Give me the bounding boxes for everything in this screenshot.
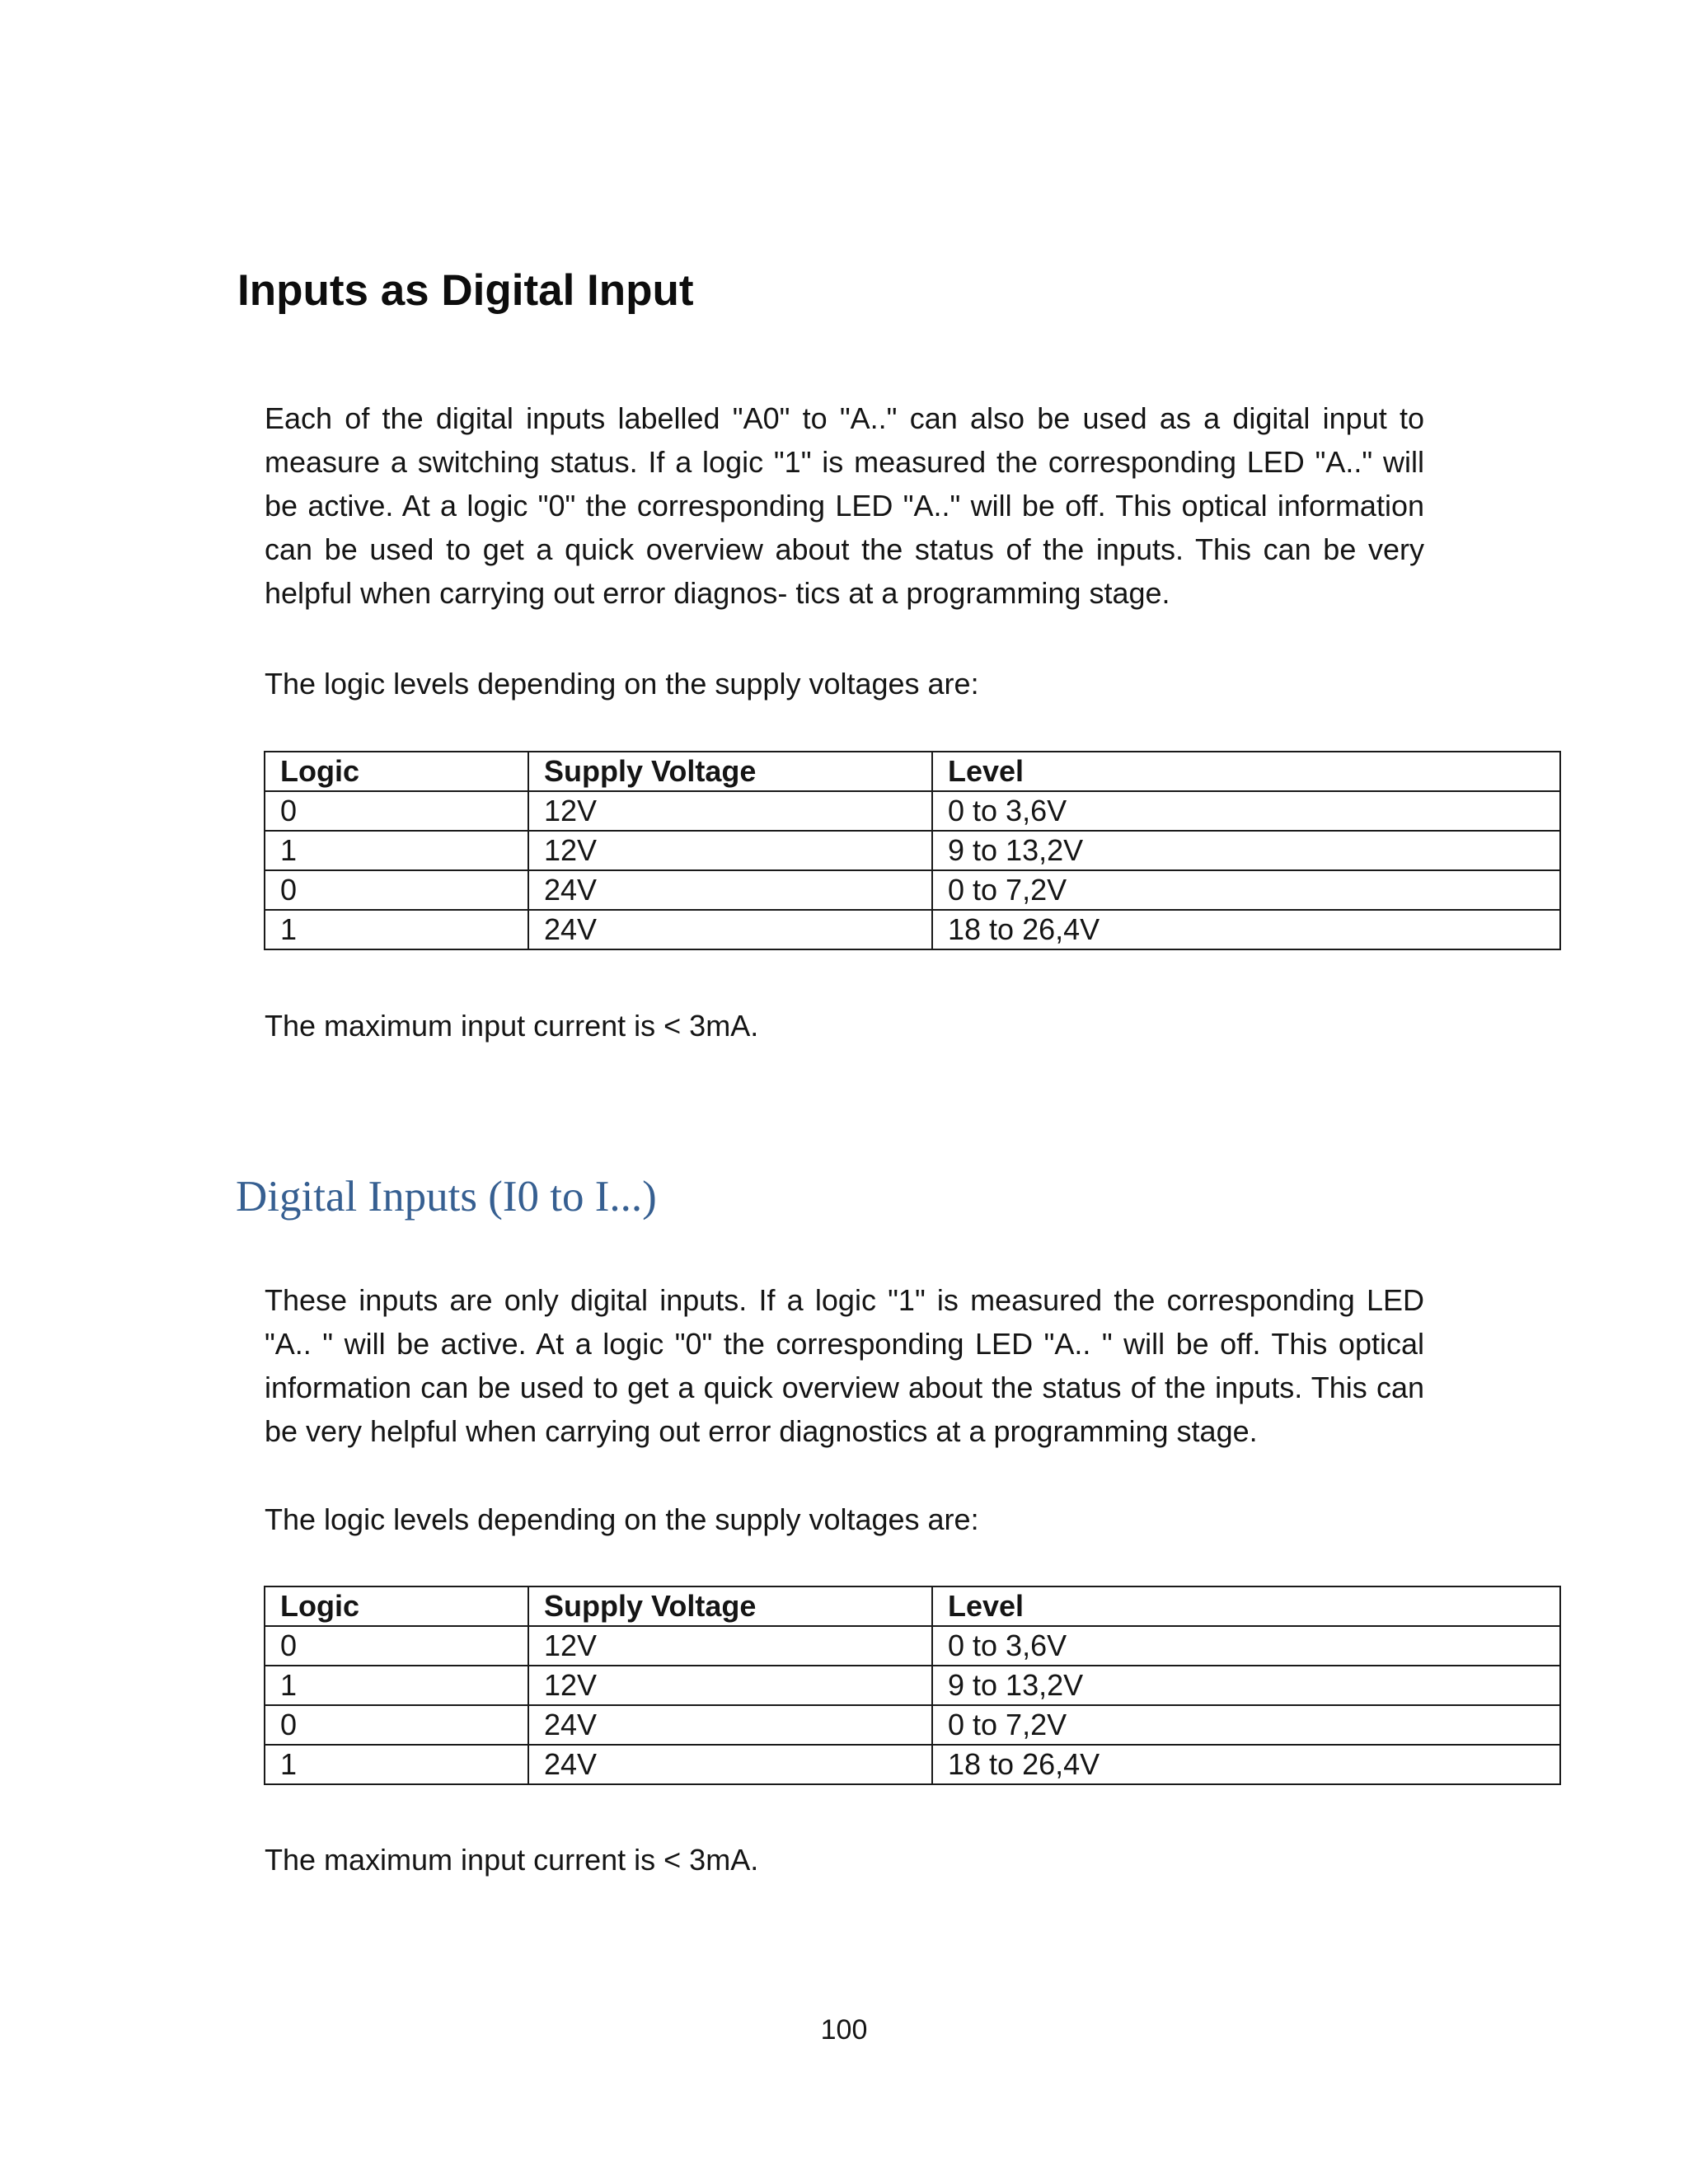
table-row	[265, 910, 1560, 949]
table-cell-supply-voltage: 12V	[528, 831, 932, 870]
table-row	[265, 791, 1560, 831]
section-2-logic-levels-table	[264, 1586, 1561, 1785]
column-header-level: Level	[932, 752, 1560, 791]
table-cell-logic: 1	[265, 1745, 528, 1784]
section-1-table-intro: The logic levels depending on the supply voltages are:	[265, 667, 979, 701]
table-cell-logic: 0	[265, 870, 528, 910]
table-cell-supply-voltage: 24V	[528, 1745, 932, 1784]
table-cell-logic: 0	[265, 1626, 528, 1666]
table-cell-logic: 0	[265, 1705, 528, 1745]
section-2-paragraph: These inputs are only digital inputs. If a logic "1" is measured the corresponding LED "A.. " will be active. At a logic "0" the corresponding LED "A.. " will be off. This optical information can be used to get a quick overview about the status of the inputs. This can be very helpful when carrying out error diagnostics at a programming stage.	[265, 1283, 1424, 1448]
table-cell-logic: 1	[265, 910, 528, 949]
table-cell-supply-voltage: 12V	[528, 1626, 932, 1666]
table-cell-level: 0 to 3,6V	[932, 1626, 1560, 1666]
table-row	[265, 870, 1560, 910]
table-cell-supply-voltage: 24V	[528, 1705, 932, 1745]
table-row	[265, 831, 1560, 870]
column-header-logic: Logic	[265, 752, 528, 791]
table-cell-level: 18 to 26,4V	[932, 910, 1560, 949]
table-cell-level: 0 to 7,2V	[932, 870, 1560, 910]
table-header-row	[265, 752, 1560, 791]
section-2-max-current-note: The maximum input current is < 3mA.	[265, 1843, 759, 1877]
table-cell-level: 18 to 26,4V	[932, 1745, 1560, 1784]
section-heading-inputs-as-digital-input: Inputs as Digital Input	[237, 266, 694, 315]
table-cell-logic: 0	[265, 791, 528, 831]
page-number: 100	[820, 2014, 868, 2046]
table-cell-logic: 1	[265, 1666, 528, 1705]
column-header-supply-voltage: Supply Voltage	[528, 752, 932, 791]
section-1-paragraph: Each of the digital inputs labelled "A0" to "A.." can also be used as a digital input to measure a switching status. If a logic "1" is measured the corresponding LED "A.." will be active. At a logic "0" the corresponding LED "A.." will be off. This optical information can be used to get a quick overview about the status of the inputs. This can be very helpful when carrying out error diagnos- tics at a programming stage.	[265, 401, 1424, 610]
table-row	[265, 1745, 1560, 1784]
table-cell-supply-voltage: 12V	[528, 1666, 932, 1705]
column-header-supply-voltage: Supply Voltage	[528, 1586, 932, 1626]
table-cell-logic: 1	[265, 831, 528, 870]
column-header-level: Level	[932, 1586, 1560, 1626]
section-1-logic-levels-table	[264, 751, 1561, 950]
table-cell-level: 9 to 13,2V	[932, 831, 1560, 870]
table-cell-supply-voltage: 12V	[528, 791, 932, 831]
table-cell-supply-voltage: 24V	[528, 910, 932, 949]
table-row	[265, 1666, 1560, 1705]
table-cell-level: 0 to 3,6V	[932, 791, 1560, 831]
section-1-max-current-note: The maximum input current is < 3mA.	[265, 1009, 759, 1043]
table-cell-supply-voltage: 24V	[528, 870, 932, 910]
table-row	[265, 1705, 1560, 1745]
column-header-logic: Logic	[265, 1586, 528, 1626]
table-cell-level: 9 to 13,2V	[932, 1666, 1560, 1705]
section-heading-digital-inputs: Digital Inputs (I0 to I...)	[236, 1173, 657, 1221]
table-cell-level: 0 to 7,2V	[932, 1705, 1560, 1745]
table-row	[265, 1626, 1560, 1666]
section-2-table-intro: The logic levels depending on the supply voltages are:	[265, 1502, 979, 1536]
table-header-row	[265, 1586, 1560, 1626]
